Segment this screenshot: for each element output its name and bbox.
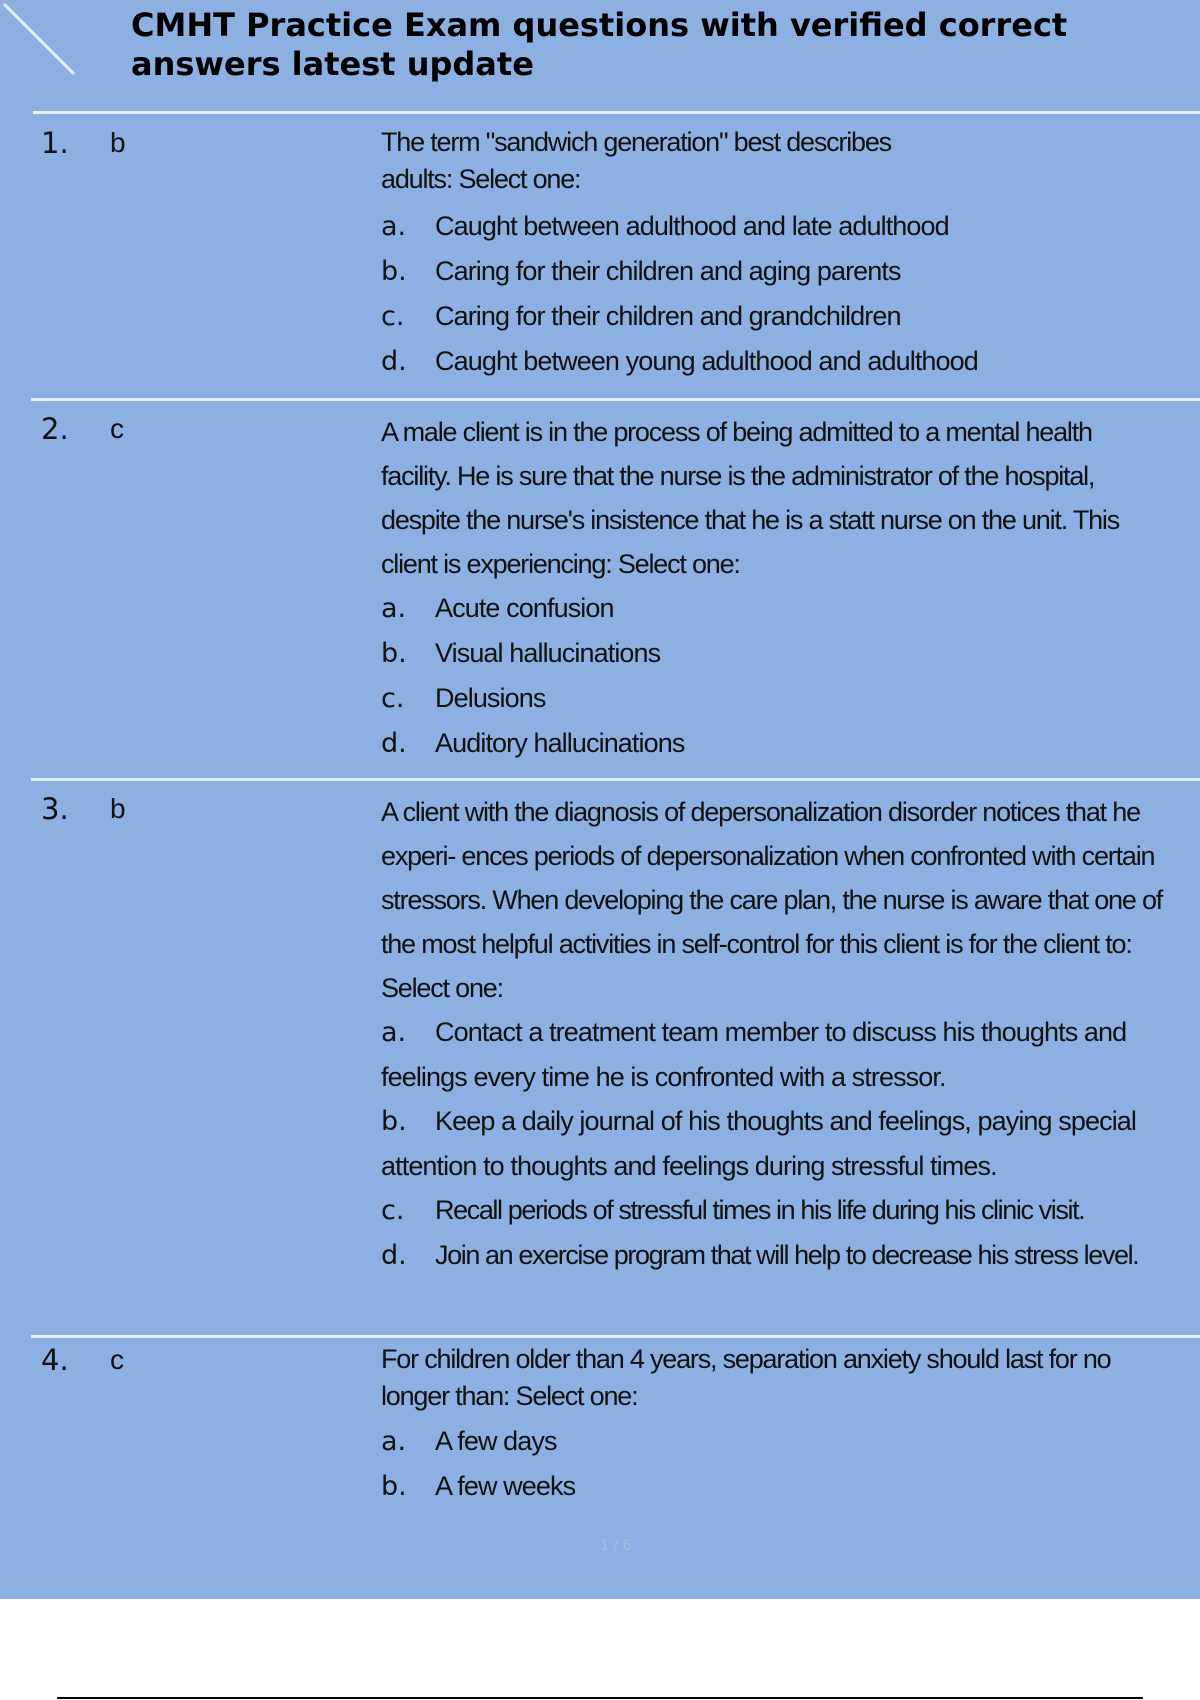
question-body [381, 1341, 1181, 1509]
option-letter: a. [381, 1426, 407, 1457]
question-stem: The term "sandwich generation" best describes adults: Select one: [381, 127, 891, 194]
option-text: Caring for their children and aging parents [435, 256, 901, 286]
correct-answer: b [110, 127, 126, 158]
question-body [381, 410, 1181, 766]
question-number: 4. [41, 1343, 69, 1377]
option-text: Keep a daily journal of his thoughts and feelings, paying special attention to thoughts and feelings during stressful times. [381, 1106, 1137, 1181]
option-text: Auditory hallucinations [435, 728, 685, 758]
option-letter: a. [381, 211, 407, 242]
option-letter: d. [381, 728, 407, 759]
option-letter: a. [381, 1017, 407, 1048]
correct-answer: b [110, 793, 126, 824]
option-letter: d. [381, 346, 407, 377]
option-letter: c. [381, 301, 405, 332]
page-title: CMHT Practice Exam questions with verified correct answers latest update [131, 6, 1068, 83]
option-text: Caught between young adulthood and adulthood [435, 346, 978, 376]
option-b [381, 1464, 1181, 1509]
option-letter: c. [381, 683, 405, 714]
option-text: A few days [435, 1426, 557, 1456]
option-letter: b. [381, 1471, 407, 1502]
option-letter: b. [381, 1106, 407, 1137]
option-text: Acute confusion [435, 593, 614, 623]
option-a [381, 204, 1181, 249]
question-number: 3. [41, 792, 69, 826]
option-d [381, 1233, 1181, 1278]
option-letter: a. [381, 593, 407, 624]
option-b [381, 249, 1181, 294]
option-d [381, 339, 1181, 384]
corner-decoration [0, 0, 80, 80]
question-stem: A male client is in the process of being admitted to a mental health facility. He is sure that the nurse is the administrator of the hospital, despite the nurse's insistence that he is a statt nurse on the unit. This client is experiencing: Select one: [381, 417, 1120, 579]
option-d [381, 721, 1181, 766]
divider [31, 1335, 1200, 1338]
divider [31, 778, 1200, 781]
option-text: Visual hallucinations [435, 638, 661, 668]
correct-answer: c [110, 413, 124, 444]
question-stem: A client with the diagnosis of depersonalization disorder notices that he experi- ences periods of depersonalization when confronted with certain stressors. When developing the care plan, the nurse is aware that one of the most helpful activities in self-control for this client is for the client to: [381, 797, 1163, 959]
correct-answer: c [110, 1344, 124, 1375]
option-b [381, 631, 1181, 676]
option-c [381, 1188, 1181, 1233]
option-letter: c. [381, 1195, 405, 1226]
option-text: Recall periods of stressful times in his life during his clinic visit. [435, 1195, 1085, 1225]
option-c [381, 294, 1181, 339]
option-letter: b. [381, 256, 407, 287]
option-text: Delusions [435, 683, 546, 713]
option-a [381, 1010, 1141, 1099]
option-letter: b. [381, 638, 407, 669]
question-body [381, 790, 1181, 1278]
page-number: 1 / 6 [600, 1538, 632, 1554]
option-a [381, 1419, 1181, 1464]
option-text: A few weeks [435, 1471, 576, 1501]
question-stem: For children older than 4 years, separation anxiety should last for no longer than: Select one: [381, 1344, 1111, 1411]
option-b [381, 1099, 1161, 1188]
option-a [381, 586, 1181, 631]
option-c [381, 676, 1181, 721]
question-number: 1. [41, 126, 69, 160]
option-text: Caring for their children and grandchildren [435, 301, 901, 331]
option-text: Contact a treatment team member to discuss his thoughts and feelings every time he is confronted with a stressor. [381, 1017, 1127, 1092]
divider [31, 398, 1200, 401]
option-letter: d. [381, 1240, 407, 1271]
question-number: 2. [41, 412, 69, 446]
option-text: Caught between adulthood and late adulthood [435, 211, 949, 241]
question-stem-tail: Select one: [381, 973, 503, 1003]
divider [33, 111, 1200, 114]
footer-divider [57, 1697, 1143, 1699]
option-text: Join an exercise program that will help to decrease his stress level. [435, 1240, 1139, 1270]
question-body [381, 124, 1181, 384]
